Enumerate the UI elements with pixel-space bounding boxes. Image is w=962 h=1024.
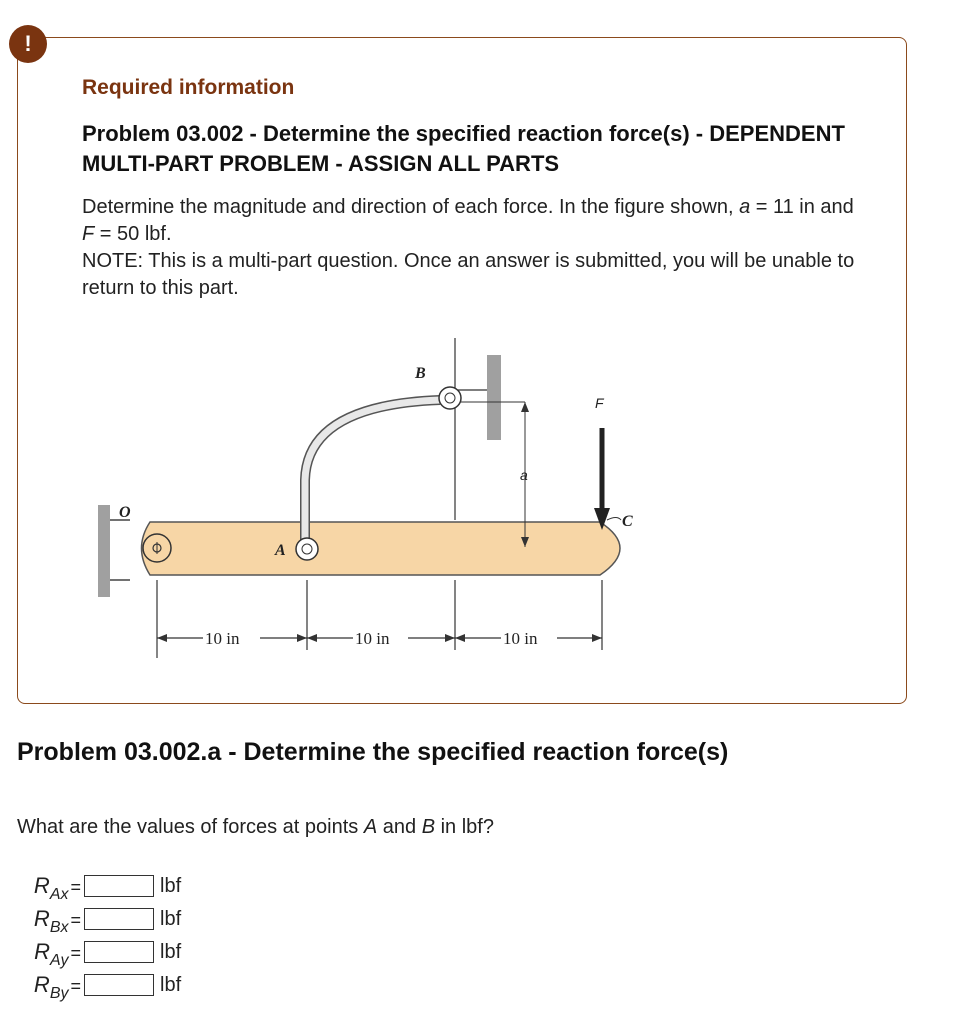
answer-input-RBx[interactable] — [84, 908, 154, 930]
point-C-marker — [607, 518, 621, 521]
pin-A — [296, 538, 318, 560]
answer-input-RBy[interactable] — [84, 974, 154, 996]
problem-figure — [95, 330, 655, 670]
bar-OC — [142, 522, 621, 575]
dim-seg-1-arrow-l — [157, 634, 167, 642]
problem-description — [82, 194, 862, 302]
answer-row-RBx — [17, 904, 181, 934]
dim-seg-2-arrow-r — [445, 634, 455, 642]
question-suffix: in lbf? — [435, 816, 494, 838]
label-B: B — [415, 365, 426, 382]
note-text: NOTE: This is a multi-part question. Once an answer is submitted, you will be unable to return to this part. — [82, 250, 855, 299]
answer-row-RAx — [17, 871, 181, 901]
problem-title: Problem 03.002 - Determine the specified reaction force(s) - DEPENDENT MULTI-PART PROBLEM - ASSIGN ALL PARTS — [82, 121, 845, 176]
answer-input-RAy[interactable] — [84, 941, 154, 963]
dim-seg-3-arrow-r — [592, 634, 602, 642]
label-A: A — [275, 542, 286, 559]
dim-a-arrow-up — [521, 402, 529, 412]
answer-unit: lbf — [160, 874, 182, 897]
part-title: Problem 03.002.a - Determine the specified reaction force(s) — [17, 738, 729, 766]
answer-label: R Ay = — [34, 939, 81, 969]
dim-seg-2-arrow-l — [307, 634, 317, 642]
answer-label: R Ax = — [33, 873, 81, 903]
wall-B — [487, 355, 501, 440]
answer-input-RAx[interactable] — [84, 875, 154, 897]
var-F: F — [82, 223, 95, 245]
answer-unit: lbf — [160, 940, 182, 963]
answer-row-RBy — [17, 970, 181, 1000]
label-F: F — [595, 395, 604, 411]
wall-O — [98, 505, 110, 597]
answer-row-RAy — [17, 937, 181, 967]
question-prefix: What are the values of forces at points — [17, 816, 364, 838]
dim-seg-3-arrow-l — [455, 634, 465, 642]
F-value: = 50 lbf. — [94, 223, 172, 245]
label-a: a — [520, 467, 528, 483]
pin-B — [439, 387, 461, 409]
label-C: C — [622, 513, 633, 530]
answer-label: R By = — [33, 972, 81, 1002]
question-point-B: B — [421, 816, 436, 838]
dim-label-3: 10 in — [503, 629, 538, 648]
var-a: a — [739, 196, 751, 218]
alert-icon: ! — [9, 25, 47, 63]
a-value: = 11 in and — [750, 196, 854, 218]
question-mid: and — [377, 816, 422, 838]
label-O: O — [119, 504, 131, 521]
dim-seg-1-arrow-r — [297, 634, 307, 642]
desc-intro: Determine the magnitude and direction of each force. In the figure shown, — [82, 196, 740, 218]
answer-unit: lbf — [160, 907, 182, 930]
question-point-A: A — [363, 816, 378, 838]
dim-label-1: 10 in — [205, 629, 240, 648]
answer-label: R Bx = — [33, 906, 81, 936]
question-text — [17, 816, 494, 839]
dim-label-2: 10 in — [355, 629, 390, 648]
answer-unit: lbf — [160, 973, 182, 996]
required-info-heading: Required information — [82, 76, 295, 99]
